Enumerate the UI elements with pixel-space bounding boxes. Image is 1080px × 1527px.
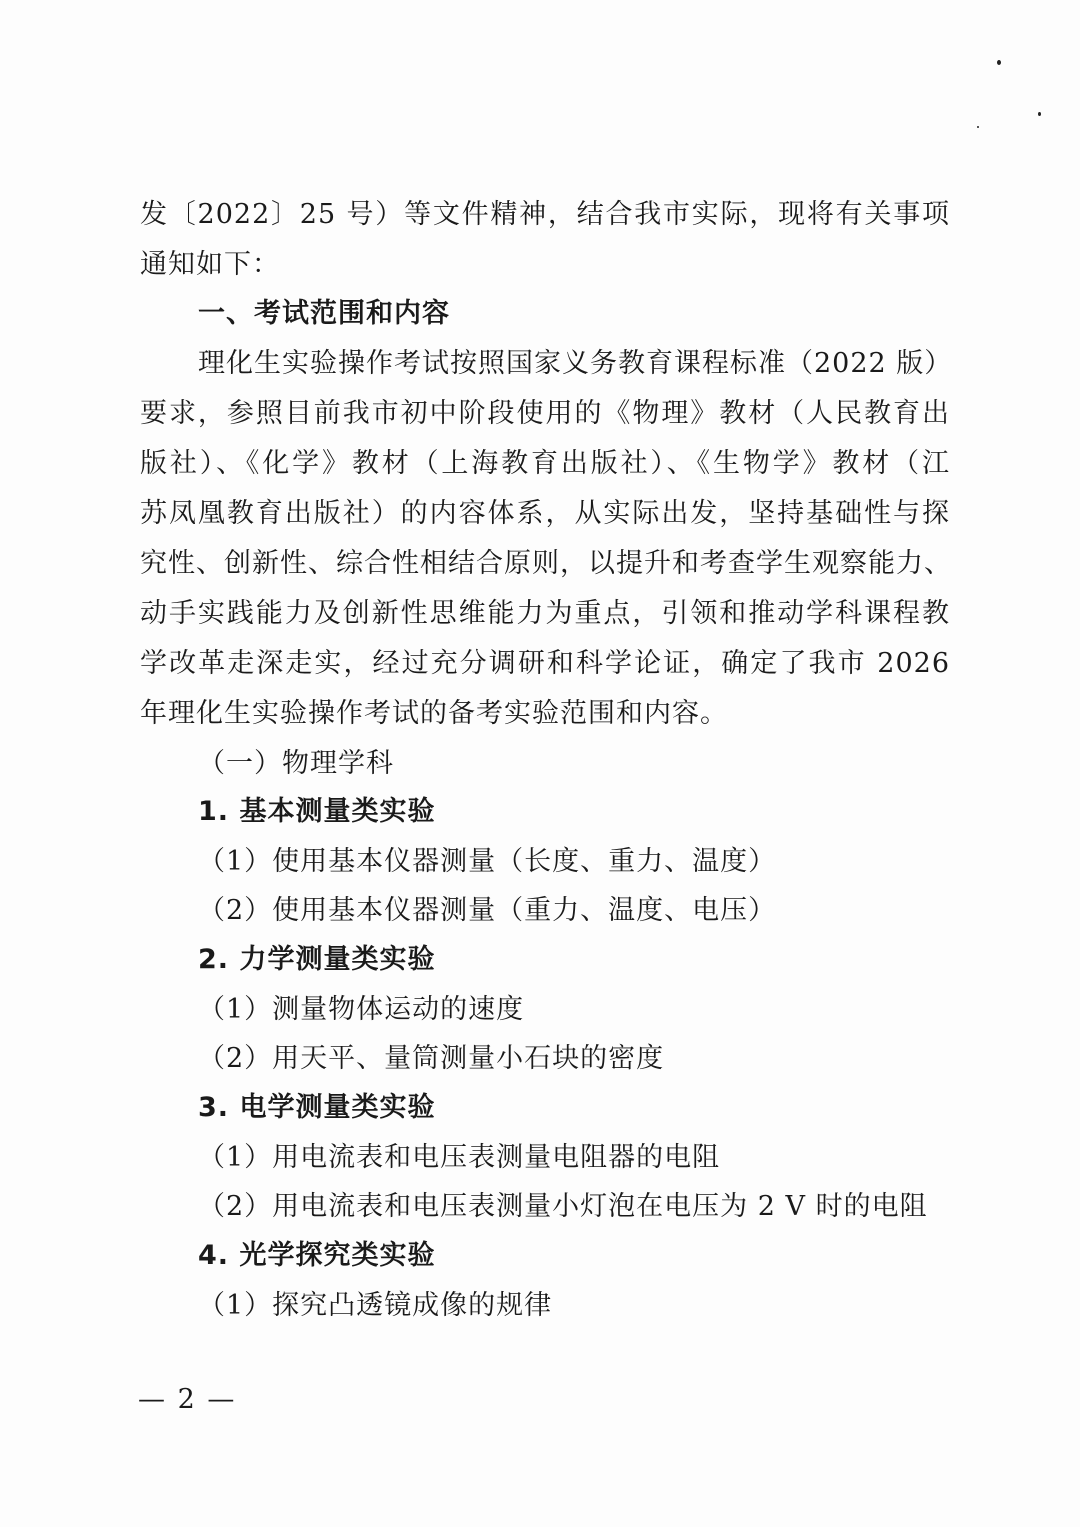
text-line: 发〔2022〕25 号）等文件精神，结合我市实际，现将有关事项 [140,199,950,230]
text-line: 究性、创新性、综合性相结合原则，以提升和考查学生观察能力、 [140,548,952,579]
text-line: 通知如下： [140,249,280,280]
text-line: 学改革走深走实，经过充分调研和科学论证，确定了我市 2026 [140,648,950,679]
subsection-heading: （一）物理学科 [198,748,394,779]
text-line: 年理化生实验操作考试的备考实验范围和内容。 [140,698,728,729]
scan-speck-1 [997,60,1001,65]
text-line: 苏凤凰教育出版社）的内容体系，从实际出发，坚持基础性与探 [140,498,950,529]
category-heading: 2. 力学测量类实验 [198,944,436,975]
list-item: （1）使用基本仪器测量（长度、重力、温度） [198,846,777,877]
text-line: 动手实践能力及创新性思维能力为重点，引领和推动学科课程教 [140,598,950,629]
category-heading: 4. 光学探究类实验 [198,1240,436,1271]
list-item: （1）用电流表和电压表测量电阻器的电阻 [198,1142,721,1173]
list-item: （1）探究凸透镜成像的规律 [198,1290,553,1321]
scan-speck-3 [977,126,979,128]
text-line: 理化生实验操作考试按照国家义务教育课程标准（2022 版） [198,348,953,379]
category-heading: 3. 电学测量类实验 [198,1092,436,1123]
text-line: 要求，参照目前我市初中阶段使用的《物理》教材（人民教育出 [140,398,950,429]
list-item: （2）用天平、量筒测量小石块的密度 [198,1043,665,1074]
list-item: （1）测量物体运动的速度 [198,994,525,1025]
list-item: （2）使用基本仪器测量（重力、温度、电压） [198,895,777,926]
text-line: 版社）、《化学》教材（上海教育出版社）、《生物学》教材（江 [140,448,950,479]
category-heading: 1. 基本测量类实验 [198,796,436,827]
section-heading: 一、考试范围和内容 [198,298,450,329]
page-number: — 2 — [138,1384,237,1415]
scan-speck-2 [1038,112,1041,116]
list-item: （2）用电流表和电压表测量小灯泡在电压为 2 V 时的电阻 [198,1191,928,1222]
